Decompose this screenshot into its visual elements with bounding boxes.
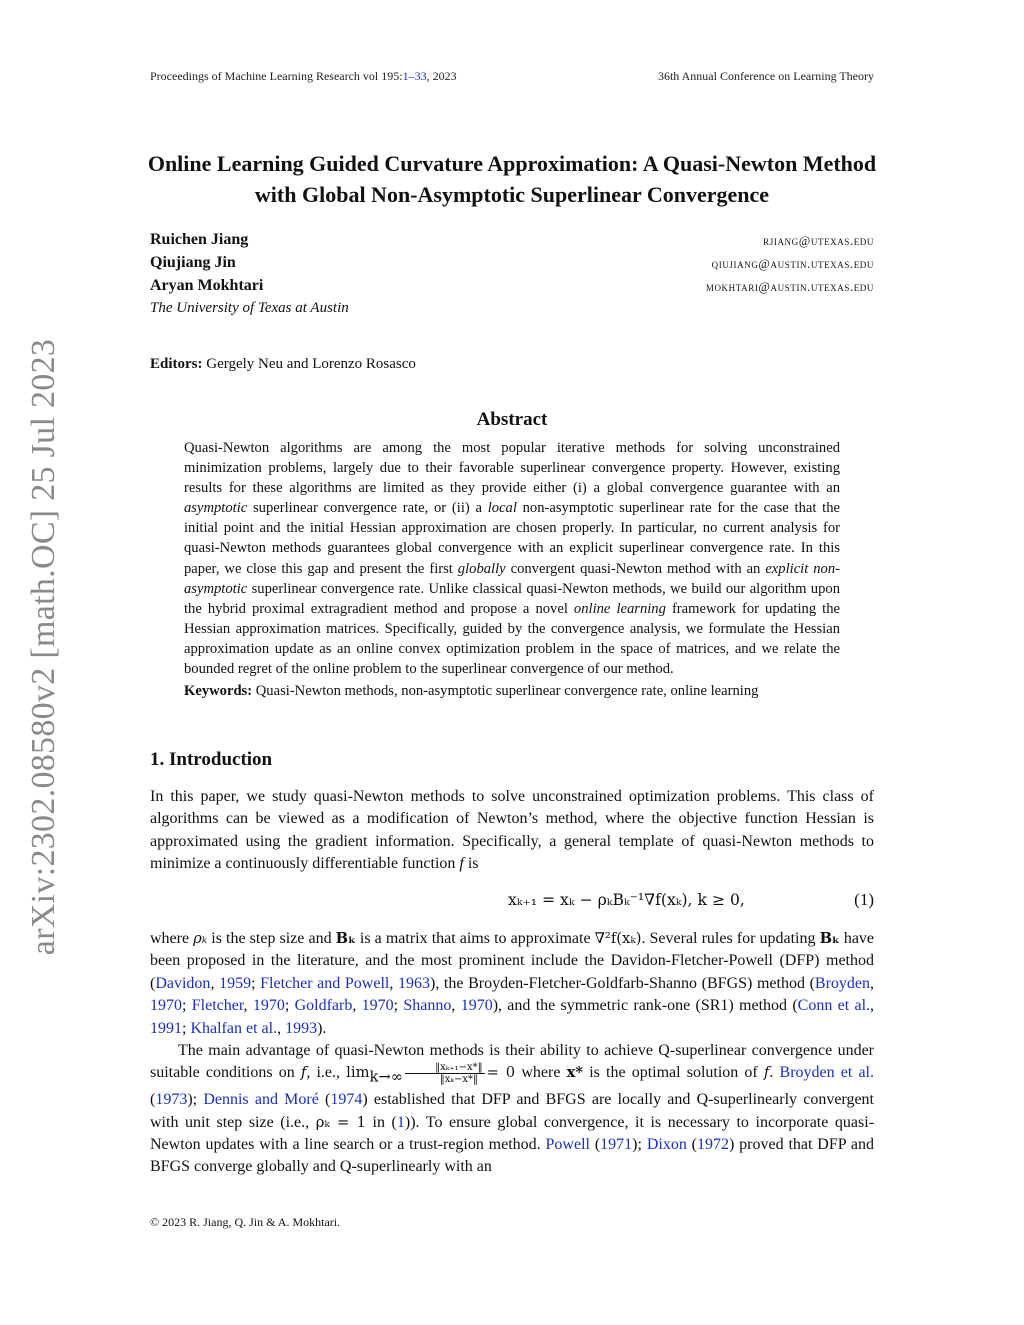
editors-label: Editors: xyxy=(150,356,203,372)
body-text: , xyxy=(352,997,362,1015)
author-row xyxy=(150,277,874,300)
abstract-heading: Abstract xyxy=(476,409,548,430)
body-text: ( xyxy=(686,1136,697,1154)
math-symbol: = 0 xyxy=(486,1064,516,1082)
citation-year-link[interactable]: 1971 xyxy=(600,1136,633,1154)
equation-expression: xₖ₊₁ = xₖ − ρₖBₖ⁻¹∇f(xₖ), k ≥ 0, xyxy=(508,890,745,909)
limit-subscript: k→∞ xyxy=(369,1068,404,1086)
citation-year-link[interactable]: 1991 xyxy=(150,1019,182,1037)
math-symbol: f xyxy=(763,1064,770,1082)
paper-title: Online Learning Guided Curvature Approximation: A Quasi-Newton Method with Global Non-Asymptotic Superlinear Convergence xyxy=(147,151,877,207)
math-symbol: x* xyxy=(566,1064,584,1082)
affiliation: The University of Texas at Austin xyxy=(150,300,349,316)
body-text: , xyxy=(243,997,253,1015)
body-text: ) established that DFP and BFGS are locally and Q-superlinearly convergent with unit step size (i.e., xyxy=(150,1091,875,1131)
citation-link[interactable]: Davidon xyxy=(155,974,211,992)
body-text: ; xyxy=(182,1019,191,1037)
citation-link[interactable]: Fletcher xyxy=(191,997,244,1015)
abstract-paragraph xyxy=(184,438,840,679)
citation-year-link[interactable]: 1974 xyxy=(330,1091,363,1109)
body-text: ) proved that DFP and BFGS converge globally and Q-superlinearly with an xyxy=(150,1136,875,1176)
citation-link[interactable]: Powell xyxy=(545,1136,590,1154)
arxiv-watermark: arXiv:2302.08580v2 [math.OC] 25 Jul 2023 xyxy=(25,338,62,956)
citation-year-link[interactable]: 1972 xyxy=(697,1136,729,1154)
body-text: ), and the symmetric rank-one (SR1) method ( xyxy=(492,997,798,1015)
citation-year-link[interactable]: 1970 xyxy=(252,997,285,1015)
fraction-numerator: ‖xₖ₊₁−x*‖ xyxy=(405,1062,485,1074)
math-symbol: Bₖ xyxy=(819,930,840,947)
author-name: Qiujiang Jin xyxy=(150,254,236,271)
author-row xyxy=(150,254,874,277)
citation-year-link[interactable]: 1963 xyxy=(397,974,430,992)
body-text: in ( xyxy=(365,1113,397,1131)
keywords-label: Keywords: xyxy=(184,683,253,700)
body-text: ; xyxy=(182,997,192,1015)
abstract-emphasis: local xyxy=(487,500,517,517)
author-row xyxy=(150,231,874,254)
keywords-line xyxy=(184,681,840,701)
body-text: where xyxy=(150,930,194,947)
citation-link[interactable]: Goldfarb xyxy=(294,997,353,1015)
body-text: is xyxy=(463,855,479,873)
paragraph xyxy=(150,1040,874,1179)
citation-link[interactable]: Khalfan et al. xyxy=(190,1019,278,1037)
body-text: ; xyxy=(284,997,295,1015)
body-text: ( xyxy=(589,1136,601,1154)
body-text: is a matrix that aims to approximate xyxy=(355,930,595,947)
abstract-emphasis: explicit non-asymptotic xyxy=(184,560,840,597)
equation-number: (1) xyxy=(854,890,874,909)
citation-year-link[interactable]: 1993 xyxy=(285,1019,318,1037)
body-text: , xyxy=(389,974,398,992)
author-email: qiujiang@austin.utexas.edu xyxy=(711,257,874,271)
body-text: , xyxy=(210,974,220,992)
citation-year-link[interactable]: 1970 xyxy=(460,997,493,1015)
editors-names: Gergely Neu and Lorenzo Rosasco xyxy=(206,356,416,372)
body-text: , xyxy=(870,997,875,1015)
author-email: rjiang@utexas.edu xyxy=(763,234,874,248)
math-symbol: ρₖ = 1 xyxy=(315,1113,366,1131)
intro-body xyxy=(150,928,874,1179)
body-text: , xyxy=(451,997,461,1015)
citation-link[interactable]: Broyden xyxy=(814,974,871,992)
abstract-text: Quasi-Newton algorithms are among the most popular iterative methods for solving unconstrained minimization problems, largely due to their favorable superlinear convergence property. However, existing results for these algorithms are limited as they provide either (i) a global convergence guarantee with an xyxy=(184,440,840,497)
abstract-emphasis: online learning xyxy=(573,600,666,617)
editors-line xyxy=(150,356,416,373)
body-text: . xyxy=(769,1064,780,1082)
body-text: , xyxy=(870,974,875,992)
equation-1 xyxy=(150,890,874,916)
body-text: ). xyxy=(317,1019,327,1037)
abstract-text: non-asymptotic superlinear rate for the case that the initial point and the initial Hessian approximation are chosen properly. In particular, no current analysis for quasi-Newton methods guarantees global convergence with an explicit superlinear convergence rate. In this paper, we close this gap and present the first xyxy=(184,500,840,577)
citation-link[interactable]: Dixon xyxy=(646,1136,687,1154)
math-symbol: f xyxy=(300,1064,307,1082)
body-text: The main advantage of quasi-Newton methods is their ability to achieve Q-superlinear convergence under suitable conditions on xyxy=(150,1042,874,1082)
paragraph xyxy=(150,786,874,876)
author-name: Ruichen Jiang xyxy=(150,231,249,248)
body-text: ; xyxy=(637,1136,647,1154)
body-text: ; xyxy=(192,1091,204,1109)
body-text: ( xyxy=(318,1091,331,1109)
math-symbol: f xyxy=(459,855,464,873)
section-heading: 1. Introduction xyxy=(150,749,273,770)
abstract-text: framework for updating the Hessian approximation matrices. Specifically, guided by the convergence analysis, we formulate the Hessian approximation update as an online convex optimization problem in the space of matrices, and we relate the bounded regret of the online problem to the superlinear convergence of our method. xyxy=(184,600,841,678)
citation-link[interactable]: Dennis and Moré xyxy=(203,1091,319,1109)
body-text: ) xyxy=(632,1136,638,1154)
citation-year-link[interactable]: 1970 xyxy=(150,997,182,1015)
fraction xyxy=(405,1062,485,1085)
limit-operator: lim xyxy=(346,1064,370,1082)
body-text: is the step size and xyxy=(207,930,336,947)
citation-year-link[interactable]: 1973 xyxy=(155,1091,188,1109)
body-text: . Several rules for updating xyxy=(641,930,820,947)
body-text: , xyxy=(277,1019,286,1037)
header-pages-link[interactable]: 1–33 xyxy=(402,69,427,83)
running-header-left xyxy=(150,69,457,84)
body-text: , i.e., xyxy=(306,1064,347,1082)
citation-link[interactable]: Conn et al. xyxy=(797,997,871,1015)
header-venue: Proceedings of Machine Learning Research vol 195: xyxy=(150,69,403,83)
math-symbol: ρₖ xyxy=(193,930,208,947)
body-text: )). To ensure global convergence, it is necessary to incorporate quasi-Newton updates with a line search or a trust-region method. xyxy=(150,1113,875,1154)
body-text: ; xyxy=(251,974,261,992)
header-year: , 2023 xyxy=(426,69,457,83)
body-text: have been proposed in the literature, and the most prominent include the Davidon-Fletcher-Powell (DFP) method ( xyxy=(150,930,875,992)
abstract-text: superlinear convergence rate, or (ii) a xyxy=(247,500,488,517)
body-text: ( xyxy=(150,1091,156,1109)
equation-ref-link[interactable]: 1 xyxy=(396,1113,405,1131)
math-symbol: ∇²f(xₖ) xyxy=(594,930,642,947)
body-text: where xyxy=(515,1064,567,1082)
running-header-right: 36th Annual Conference on Learning Theory xyxy=(657,69,874,83)
keywords-text: Quasi-Newton methods, non-asymptotic superlinear convergence rate, online learning xyxy=(255,683,759,700)
body-text: ) xyxy=(187,1091,193,1109)
body-text: is the optimal solution of xyxy=(583,1064,764,1082)
citation-link[interactable]: Fletcher and Powell xyxy=(260,974,390,992)
math-symbol: Bₖ xyxy=(335,930,356,947)
citation-year-link[interactable]: 1970 xyxy=(361,997,394,1015)
author-email: mokhtari@austin.utexas.edu xyxy=(705,280,874,294)
abstract-text: superlinear convergence rate. Unlike classical quasi-Newton methods, we build our algorithm upon the hybrid proximal extragradient method and propose a novel xyxy=(184,580,840,617)
citation-link[interactable]: Broyden et al. xyxy=(779,1064,874,1082)
abstract-body xyxy=(184,438,840,701)
citation-year-link[interactable]: 1959 xyxy=(219,974,252,992)
abstract-text: convergent quasi-Newton method with an xyxy=(505,560,766,577)
fraction-denominator: ‖xₖ−x*‖ xyxy=(439,1074,479,1086)
paragraph xyxy=(150,928,874,1040)
body-text: ), the Broyden-Fletcher-Goldfarb-Shanno (BFGS) method ( xyxy=(429,974,815,992)
author-list xyxy=(150,231,874,300)
author-name: Aryan Mokhtari xyxy=(150,277,264,294)
citation-link[interactable]: Shanno xyxy=(403,997,452,1015)
body-text: In this paper, we study quasi-Newton methods to solve unconstrained optimization problems. This class of algorithms can be viewed as a modification of Newton’s method, where the objective function Hessian is approximated using the gradient information. Specifically, a general template of quasi-Newton methods to minimize a continuously differentiable function xyxy=(150,788,874,873)
intro-paragraph-1 xyxy=(150,786,874,876)
abstract-emphasis: globally xyxy=(457,560,506,577)
body-text: ; xyxy=(393,997,404,1015)
copyright-footer: © 2023 R. Jiang, Q. Jin & A. Mokhtari. xyxy=(150,1215,341,1229)
abstract-emphasis: asymptotic xyxy=(184,500,248,517)
